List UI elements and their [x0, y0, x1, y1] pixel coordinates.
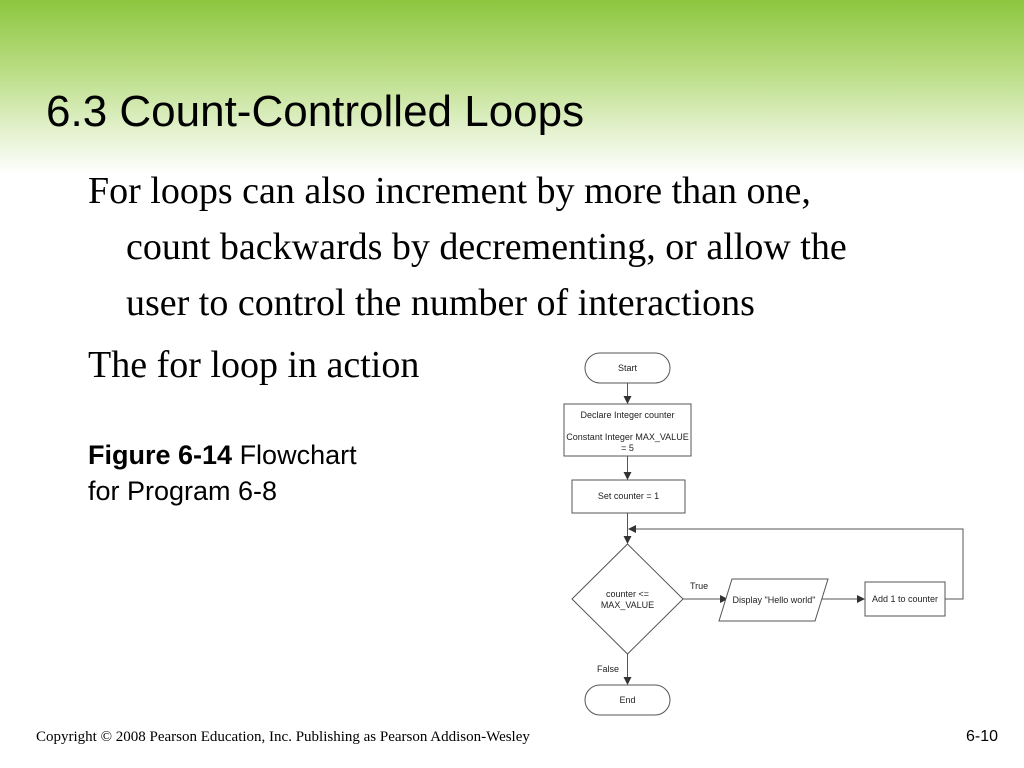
flowchart-true-label: True: [690, 581, 709, 591]
bullet-1-line-1: For loops can also increment by more than one,: [88, 170, 811, 212]
flowchart-start-label: Start: [617, 363, 638, 373]
bullet-for-loop-in-action: The for loop in action: [88, 344, 420, 386]
flowchart-condition-line-2: MAX_VALUE: [600, 600, 655, 610]
caption-text-line-2: for Program 6-8: [88, 476, 278, 506]
flowchart-display-label: Display "Hello world": [732, 595, 816, 605]
slide-title: 6.3 Count-Controlled Loops: [46, 87, 585, 136]
flowchart-end-label: End: [619, 695, 636, 705]
caption-text-line-1: Flowchart: [239, 440, 357, 470]
flowchart-false-label: False: [597, 664, 620, 674]
copyright-footer: Copyright © 2008 Pearson Education, Inc. Publishing as Pearson Addison-Wesley: [36, 729, 530, 745]
flowchart-increment-label: Add 1 to counter: [871, 594, 939, 604]
flowchart-decision-diamond: [572, 544, 683, 654]
figure-label: Figure 6-14: [88, 440, 233, 470]
flowchart-set-counter-label: Set counter = 1: [597, 491, 660, 501]
flowchart-declare-line-3: = 5: [621, 443, 634, 453]
page-number: 6-10: [965, 728, 998, 745]
flowchart-condition-line-1: counter <=: [605, 589, 650, 599]
flowchart-declare-line-1: Declare Integer counter: [580, 410, 675, 420]
bullet-1-line-2: count backwards by decrementing, or allow the: [126, 226, 847, 268]
flowchart-declare-line-2: Constant Integer MAX_VALUE: [566, 432, 689, 442]
bullet-1-line-3: user to control the number of interactions: [126, 282, 755, 324]
